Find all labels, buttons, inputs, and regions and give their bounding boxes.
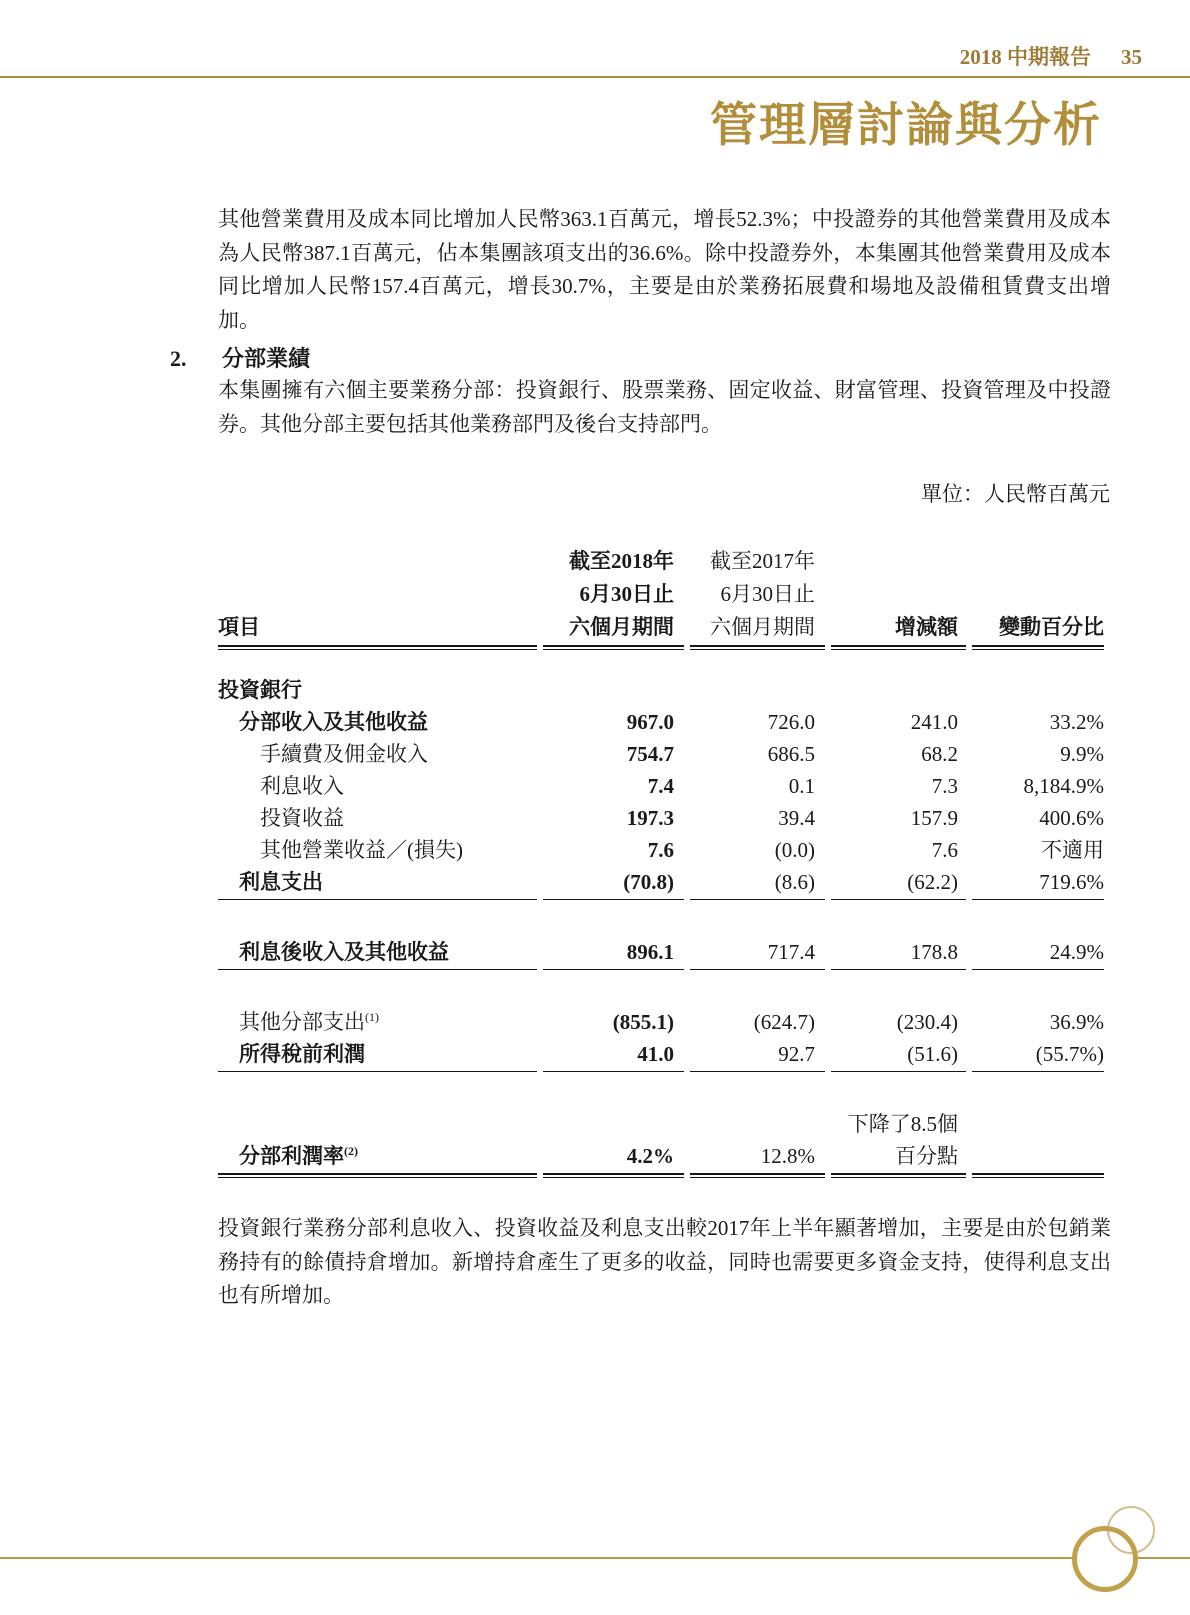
closing-paragraph: 投資銀行業務分部利息收入、投資收益及利息支出較2017年上半年顯著增加，主要是由於包銷業務持有的餘債持倉增加。新增持倉產生了更多的收益，同時也需要更多資金支持，使得利息支出也有所增加。: [218, 1216, 1111, 1307]
table-value-change: 68.2: [921, 742, 958, 766]
section-body-paragraph: 本集團擁有六個主要業務分部：投資銀行、股票業務、固定收益、財富管理、投資管理及中投證券。其他分部主要包括其他業務部門及後台支持部門。: [218, 378, 1111, 436]
table-row-label: 利息支出: [239, 870, 323, 894]
footnote-marker: (1): [365, 1010, 379, 1024]
table-spacer: [218, 970, 1104, 1006]
table-value-2017: (8.6): [774, 870, 815, 894]
table-value-change: 7.3: [931, 774, 958, 798]
decorative-circle-thick: [1072, 1526, 1138, 1592]
table-value-2018: 896.1: [626, 940, 674, 964]
table-value-pct: 8,184.9%: [1023, 774, 1104, 798]
table-value-pct: [972, 1108, 1104, 1140]
page-number: 35: [1121, 45, 1142, 69]
table-value-2018: 197.3: [626, 806, 674, 830]
intro-paragraph: 其他營業費用及成本同比增加人民幣363.1百萬元，增長52.3%；中投證券的其他營業費用及成本為人民幣387.1百萬元，佔本集團該項支出的36.6%。除中投證券外，本集團其他營業費用及成本同比增加人民幣157.4百萬元，增長30.7%，主要是由於業務拓展費和場地及設備租賃費支出增加。: [218, 207, 1111, 332]
table-value-2017: 726.0: [767, 710, 815, 734]
table-value-2017: 39.4: [778, 806, 815, 830]
table-value-change: (230.4): [896, 1010, 958, 1034]
table-rule: [831, 1173, 966, 1178]
table-value-2017: 12.8%: [760, 1144, 815, 1168]
table-value-pct: 719.6%: [1039, 870, 1104, 894]
table-row-label: 其他營業收益／(損失): [260, 838, 463, 862]
table-value-pct: 24.9%: [1049, 940, 1104, 964]
segment-table-header: [218, 545, 1104, 650]
table-value-2017: [690, 1108, 825, 1140]
table-value-2018: 41.0: [637, 1042, 674, 1066]
table-value-2018: 967.0: [626, 710, 674, 734]
table-spacer: [218, 1072, 1104, 1108]
table-value-2018: 7.4: [647, 774, 674, 798]
table-value-change: 百分點: [895, 1144, 958, 1168]
table-rule: [690, 1173, 825, 1178]
report-name: 2018 中期報告: [959, 45, 1091, 69]
running-head: [960, 44, 1142, 70]
table-value-change: (51.6): [907, 1042, 958, 1066]
table-row-label: 利息後收入及其他收益: [239, 940, 449, 964]
table-row-label: 分部利潤率$^{(2)}$: [239, 1144, 358, 1168]
table-value-2017: 0.1: [788, 774, 815, 798]
table-value-2018: [543, 1108, 684, 1140]
footer-rule-right: [1138, 1557, 1190, 1559]
table-value-change: 241.0: [910, 710, 958, 734]
table-value-2018: [543, 674, 684, 706]
section-heading-text: 分部業績: [222, 346, 311, 371]
table-value-change: [831, 674, 966, 706]
header-item-label: 項目: [218, 615, 260, 639]
header-col-2018: 截至2018年 6月30日止 六個月期間: [569, 549, 674, 639]
table-value-pct: (55.7%): [1035, 1042, 1104, 1066]
table-value-2017: 92.7: [778, 1042, 815, 1066]
section-number: 2.: [170, 346, 187, 371]
table-value-2017: (0.0): [774, 838, 815, 862]
table-value-change: 178.8: [910, 940, 958, 964]
table-value-pct: 不適用: [1041, 838, 1104, 862]
table-value-change: 7.6: [931, 838, 958, 862]
footer-rule-left: [0, 1557, 1072, 1559]
table-spacer: [218, 900, 1104, 936]
table-row-label: 其他分部支出$^{(1)}$: [239, 1010, 379, 1034]
table-value-change: 下降了8.5個: [847, 1112, 958, 1136]
table-value-2018: 7.6: [647, 838, 674, 862]
table-row-label: 投資收益: [260, 806, 344, 830]
header-col-item: [218, 545, 537, 644]
table-value-2018: 4.2%: [626, 1144, 674, 1168]
unit-note: 單位：人民幣百萬元: [921, 482, 1110, 506]
table-value-pct: 9.9%: [1060, 742, 1104, 766]
header-rule: [0, 76, 1190, 78]
table-value-change: 157.9: [910, 806, 958, 830]
table-value-change: (62.2): [907, 870, 958, 894]
table-value-pct: [972, 674, 1104, 706]
table-value-pct: [972, 1140, 1104, 1172]
header-col-2017: 截至2017年 6月30日止 六個月期間: [710, 549, 815, 639]
table-value-2017: [690, 674, 825, 706]
table-row-label: 分部收入及其他收益: [239, 710, 428, 734]
table-row-label: 所得稅前利潤: [239, 1042, 365, 1066]
header-col-pct: [972, 545, 1104, 644]
table-value-pct: 36.9%: [1049, 1010, 1104, 1034]
table-rule: [972, 1173, 1104, 1178]
table-row-label: 利息收入: [260, 774, 344, 798]
table-row-label: [218, 1108, 537, 1140]
page-title: 管理層討論與分析: [710, 100, 1102, 152]
header-pct-label: 變動百分比: [999, 615, 1104, 639]
table-value-2018: 754.7: [626, 742, 674, 766]
table-value-2018: (70.8): [623, 870, 674, 894]
table-rule: [218, 1173, 537, 1178]
section-heading: [170, 344, 310, 374]
segment-table-body: [218, 648, 1104, 1178]
table-value-2017: 686.5: [767, 742, 815, 766]
table-rule: [543, 1173, 684, 1178]
table-value-2018: (855.1): [612, 1010, 674, 1034]
table-row-label: 手續費及佣金收入: [260, 742, 428, 766]
table-row-label: 投資銀行: [218, 678, 302, 702]
table-value-2017: 717.4: [767, 940, 815, 964]
footnote-marker: (2): [344, 1144, 358, 1158]
table-value-2017: (624.7): [753, 1010, 815, 1034]
table-value-pct: 400.6%: [1039, 806, 1104, 830]
header-col-change: [831, 545, 966, 644]
table-value-pct: 33.2%: [1049, 710, 1104, 734]
header-change-label: 增減額: [895, 615, 958, 639]
